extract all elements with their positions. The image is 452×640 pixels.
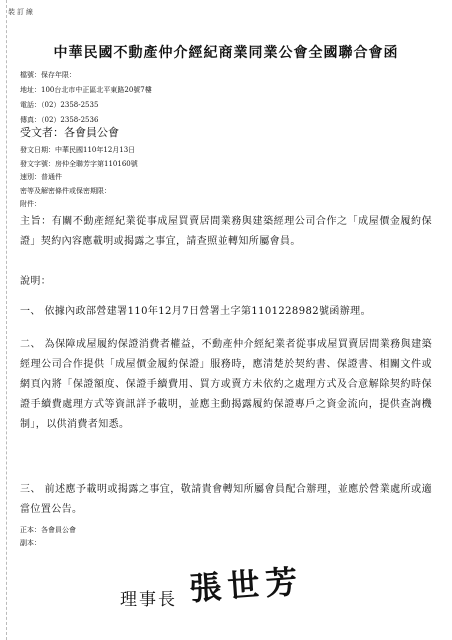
speed-class: 速別：普通件 <box>20 173 62 181</box>
security-level: 密等及解密條件或保密期限： <box>20 186 111 195</box>
fax: 傳真：（02）2358-2536 <box>20 116 99 124</box>
cc-main: 正本：各會員公會 <box>20 526 76 534</box>
address: 地址：100台北市中正區北平東路20號7樓 <box>20 86 152 94</box>
file-retention: 檔號：保存年限： <box>20 71 76 79</box>
item-3: 三、 前述應予載明或揭露之事宜，敬請貴會轉知所屬會員配合辦理，並應於營業處所或適當位置公告。 <box>20 484 432 515</box>
subject: 主旨：有關不動產經紀業從事成屋買賣居間業務與建築經理公司合作之「成屋價金履約保證」契約內容應載明或揭露之事宜，請查照並轉知所屬會員。 <box>20 216 432 247</box>
issue-number: 發文字號：房仲全聯芳字第110160號 <box>20 159 138 168</box>
item-2: 二、 為保障成屋履約保證消費者權益，不動產仲介經紀業者從事成屋買賣居間業務與建築經理公司合作提供「成屋價金履約保證」服務時，應清楚於契約書、保證書、相關文件或網頁內將「保證額度、保證手續費用、買方或賣方未依約之處理方式及合意解除契約時保證手續費處理方式等資訊詳予載明，並應主動揭露履約保證專戶之資金流向，提供查詢機制」，以供消費者知悉。 <box>20 339 432 430</box>
attachment: 附件： <box>20 200 41 208</box>
issue-date: 發文日期：中華民國110年12月13日 <box>20 146 136 154</box>
binding-line <box>6 0 7 640</box>
distribution <box>20 524 76 550</box>
phone: 電話：（02）2358-2535 <box>20 101 99 109</box>
item-1: 一、 依據內政部營建署110年12月7日營署土字第1101228982號函辦理。 <box>20 306 371 317</box>
issue-meta <box>20 144 138 212</box>
signature-title: 理事長 <box>120 590 177 610</box>
signature-name: 張世芳 <box>188 562 305 609</box>
signature-block <box>120 560 305 610</box>
explanation-label: 說明： <box>20 276 52 287</box>
recipient: 受文者：各會員公會 <box>20 126 119 139</box>
contact-block <box>20 68 152 128</box>
binding-label: 裝訂線 <box>8 8 35 16</box>
letter-title: 中華民國不動產仲介經紀商業同業公會全國聯合會函 <box>53 45 399 61</box>
cc-copy: 副本： <box>20 539 41 547</box>
